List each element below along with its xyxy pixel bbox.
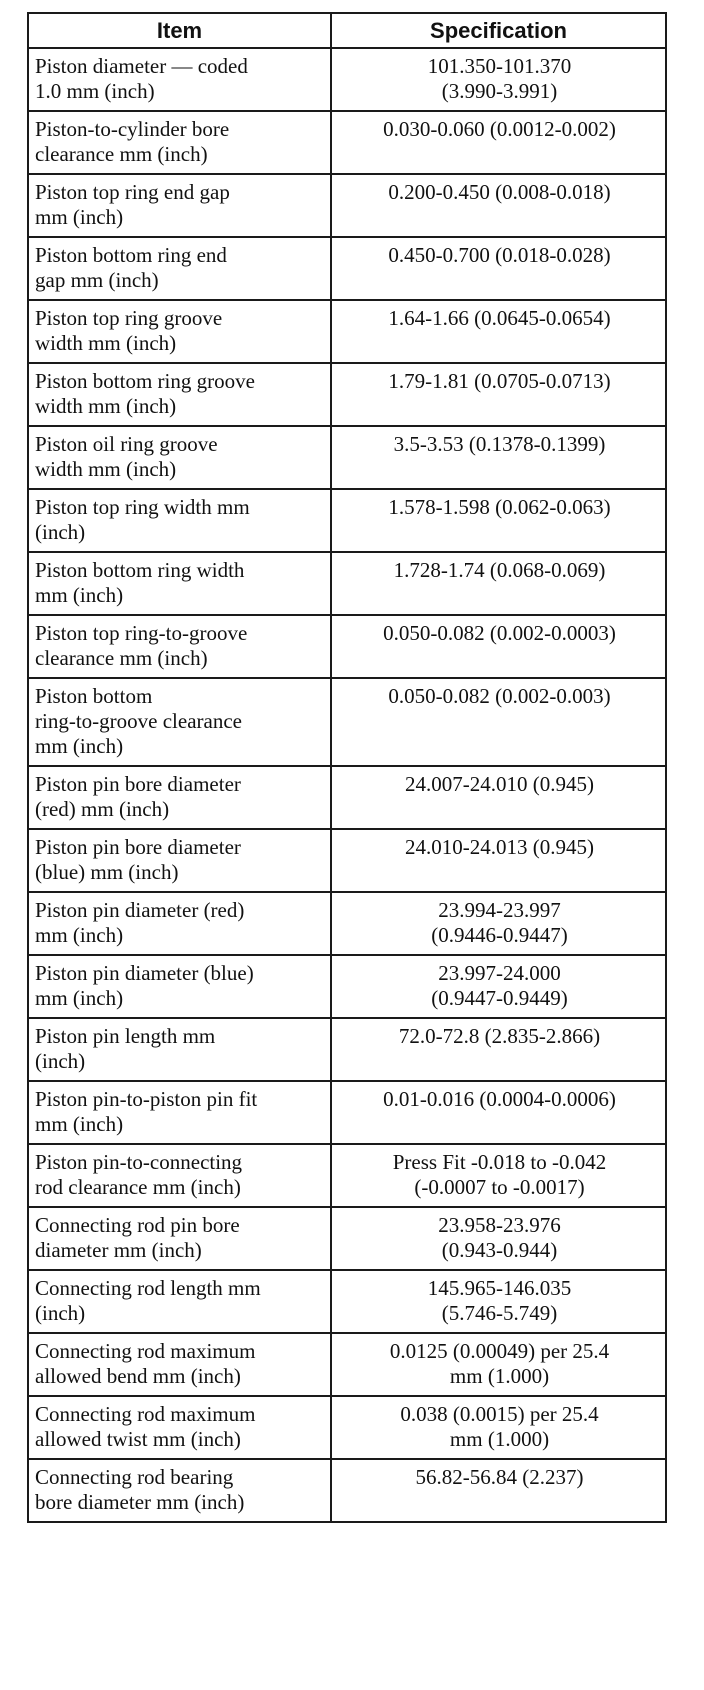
item-cell [28, 829, 331, 892]
specification-text-line: 24.007-24.010 (0.945) [405, 772, 594, 796]
item-text-line: gap mm (inch) [35, 268, 159, 292]
specification-cell [331, 1333, 666, 1396]
item-text-line: Piston pin diameter (red) [35, 898, 245, 922]
item-text-line: Connecting rod maximum [35, 1339, 256, 1363]
specification-cell [331, 1396, 666, 1459]
item-text-line: mm (inch) [35, 986, 124, 1010]
item-text-line: Piston top ring-to-groove [35, 621, 248, 645]
specification-cell [331, 829, 666, 892]
table-row [28, 300, 666, 363]
specification-column-header: Specification [331, 13, 666, 48]
item-cell [28, 1144, 331, 1207]
specification-text-line: (0.9446-0.9447) [431, 923, 568, 947]
specification-text-line: 101.350-101.370 [427, 54, 572, 78]
item-text-line: diameter mm (inch) [35, 1238, 202, 1262]
specification-cell [331, 766, 666, 829]
table-row [28, 1144, 666, 1207]
item-text-line: Piston pin-to-piston pin fit [35, 1087, 258, 1111]
specification-text-line: 1.728-1.74 (0.068-0.069) [393, 558, 606, 582]
specification-text-line: 72.0-72.8 (2.835-2.866) [398, 1024, 601, 1048]
item-cell [28, 237, 331, 300]
item-text-line: mm (inch) [35, 583, 124, 607]
specification-text-line: 0.038 (0.0015) per 25.4 [400, 1402, 599, 1426]
item-column-header: Item [28, 13, 331, 48]
specification-cell [331, 678, 666, 766]
item-cell [28, 1207, 331, 1270]
specification-text-line: (0.9447-0.9449) [431, 986, 568, 1010]
specification-cell [331, 615, 666, 678]
item-text-line: mm (inch) [35, 923, 124, 947]
item-text-line: Piston diameter — coded [35, 54, 248, 78]
specification-cell [331, 1270, 666, 1333]
item-cell [28, 892, 331, 955]
item-text-line: bore diameter mm (inch) [35, 1490, 245, 1514]
item-cell [28, 1270, 331, 1333]
specification-text-line: 23.994-23.997 [438, 898, 561, 922]
item-cell [28, 955, 331, 1018]
specification-cell [331, 1081, 666, 1144]
item-text-line: (blue) mm (inch) [35, 860, 179, 884]
specification-text-line: 3.5-3.53 (0.1378-0.1399) [393, 432, 606, 456]
item-text-line: Piston pin-to-connecting [35, 1150, 243, 1174]
specification-text-line: (0.943-0.944) [441, 1238, 558, 1262]
specification-text-line: Press Fit -0.018 to -0.042 [392, 1150, 607, 1174]
item-text-line: allowed bend mm (inch) [35, 1364, 241, 1388]
table-row [28, 552, 666, 615]
table-row [28, 174, 666, 237]
table-header-row [28, 13, 666, 48]
table-row [28, 237, 666, 300]
item-text-line: Piston pin length mm [35, 1024, 216, 1048]
specification-text-line: 1.64-1.66 (0.0645-0.0654) [388, 306, 611, 330]
table-row [28, 48, 666, 111]
item-text-line: (inch) [35, 1049, 86, 1073]
specification-text-line: 23.958-23.976 [438, 1213, 561, 1237]
specification-text-line: 0.0125 (0.00049) per 25.4 [389, 1339, 610, 1363]
specification-text-line: 0.050-0.082 (0.002-0.0003) [383, 621, 616, 645]
specification-cell [331, 552, 666, 615]
item-text-line: width mm (inch) [35, 394, 177, 418]
item-text-line: Piston top ring width mm [35, 495, 250, 519]
item-text-line: clearance mm (inch) [35, 142, 208, 166]
specification-text-line: 1.79-1.81 (0.0705-0.0713) [388, 369, 611, 393]
specification-cell [331, 1144, 666, 1207]
specification-cell [331, 426, 666, 489]
item-cell [28, 1333, 331, 1396]
specification-cell [331, 955, 666, 1018]
item-text-line: Connecting rod pin bore [35, 1213, 240, 1237]
specification-cell [331, 1459, 666, 1522]
item-cell [28, 1459, 331, 1522]
specification-text-line: 0.450-0.700 (0.018-0.028) [388, 243, 611, 267]
table-row [28, 363, 666, 426]
item-cell [28, 615, 331, 678]
specification-text-line: 0.01-0.016 (0.0004-0.0006) [383, 1087, 616, 1111]
item-cell [28, 300, 331, 363]
item-cell [28, 1018, 331, 1081]
specification-text-line: 23.997-24.000 [438, 961, 561, 985]
item-cell [28, 552, 331, 615]
item-text-line: (inch) [35, 520, 86, 544]
specification-text-line: mm (1.000) [449, 1364, 550, 1388]
table-row [28, 892, 666, 955]
table-row [28, 1396, 666, 1459]
specification-cell [331, 892, 666, 955]
table-row [28, 1207, 666, 1270]
item-cell [28, 426, 331, 489]
item-text-line: mm (inch) [35, 1112, 124, 1136]
table-row [28, 111, 666, 174]
table-row [28, 1018, 666, 1081]
specification-text-line: 56.82-56.84 (2.237) [415, 1465, 584, 1489]
item-cell [28, 48, 331, 111]
specification-text-line: (3.990-3.991) [441, 79, 558, 103]
item-text-line: Connecting rod bearing [35, 1465, 234, 1489]
table-row [28, 1081, 666, 1144]
item-text-line: Piston top ring end gap [35, 180, 230, 204]
item-text-line: Piston oil ring groove [35, 432, 218, 456]
item-text-line: rod clearance mm (inch) [35, 1175, 241, 1199]
specification-text-line: 0.030-0.060 (0.0012-0.002) [383, 117, 616, 141]
item-text-line: Piston bottom ring width [35, 558, 245, 582]
specification-text-line: (5.746-5.749) [441, 1301, 558, 1325]
item-text-line: Piston bottom [35, 684, 153, 708]
table-row [28, 766, 666, 829]
table-body [28, 48, 666, 1522]
specification-text-line: 0.050-0.082 (0.002-0.003) [388, 684, 611, 708]
item-cell [28, 678, 331, 766]
table-row [28, 615, 666, 678]
item-text-line: Piston pin bore diameter [35, 835, 241, 859]
item-text-line: (red) mm (inch) [35, 797, 170, 821]
item-text-line: 1.0 mm (inch) [35, 79, 155, 103]
item-text-line: mm (inch) [35, 734, 124, 758]
table-row [28, 489, 666, 552]
item-text-line: Piston bottom ring groove [35, 369, 255, 393]
item-text-line: clearance mm (inch) [35, 646, 208, 670]
specification-table [27, 12, 667, 1523]
table-row [28, 426, 666, 489]
specification-text-line: mm (1.000) [449, 1427, 550, 1451]
item-cell [28, 111, 331, 174]
item-cell [28, 1081, 331, 1144]
table-row [28, 829, 666, 892]
table-row [28, 1459, 666, 1522]
item-text-line: Piston top ring groove [35, 306, 223, 330]
specification-cell [331, 48, 666, 111]
item-cell [28, 489, 331, 552]
item-text-line: Connecting rod length mm [35, 1276, 261, 1300]
specification-text-line: 24.010-24.013 (0.945) [405, 835, 594, 859]
table-row [28, 955, 666, 1018]
item-text-line: width mm (inch) [35, 457, 177, 481]
item-text-line: mm (inch) [35, 205, 124, 229]
specification-text-line: 145.965-146.035 [427, 1276, 572, 1300]
table-row [28, 678, 666, 766]
specification-cell [331, 237, 666, 300]
specification-text-line: (-0.0007 to -0.0017) [414, 1175, 585, 1199]
specification-text-line: 0.200-0.450 (0.008-0.018) [388, 180, 611, 204]
item-cell [28, 174, 331, 237]
specification-text-line: 1.578-1.598 (0.062-0.063) [388, 495, 611, 519]
item-text-line: Piston pin bore diameter [35, 772, 241, 796]
specification-cell [331, 174, 666, 237]
table-row [28, 1333, 666, 1396]
specification-cell [331, 489, 666, 552]
item-text-line: (inch) [35, 1301, 86, 1325]
specification-cell [331, 300, 666, 363]
table-row [28, 1270, 666, 1333]
item-text-line: Connecting rod maximum [35, 1402, 256, 1426]
item-text-line: ring-to-groove clearance [35, 709, 242, 733]
item-text-line: allowed twist mm (inch) [35, 1427, 241, 1451]
item-text-line: Piston pin diameter (blue) [35, 961, 254, 985]
item-text-line: Piston bottom ring end [35, 243, 227, 267]
specification-cell [331, 363, 666, 426]
item-cell [28, 1396, 331, 1459]
specification-cell [331, 1018, 666, 1081]
item-text-line: Piston-to-cylinder bore [35, 117, 230, 141]
item-text-line: width mm (inch) [35, 331, 177, 355]
item-cell [28, 363, 331, 426]
specification-cell [331, 111, 666, 174]
specification-cell [331, 1207, 666, 1270]
item-cell [28, 766, 331, 829]
